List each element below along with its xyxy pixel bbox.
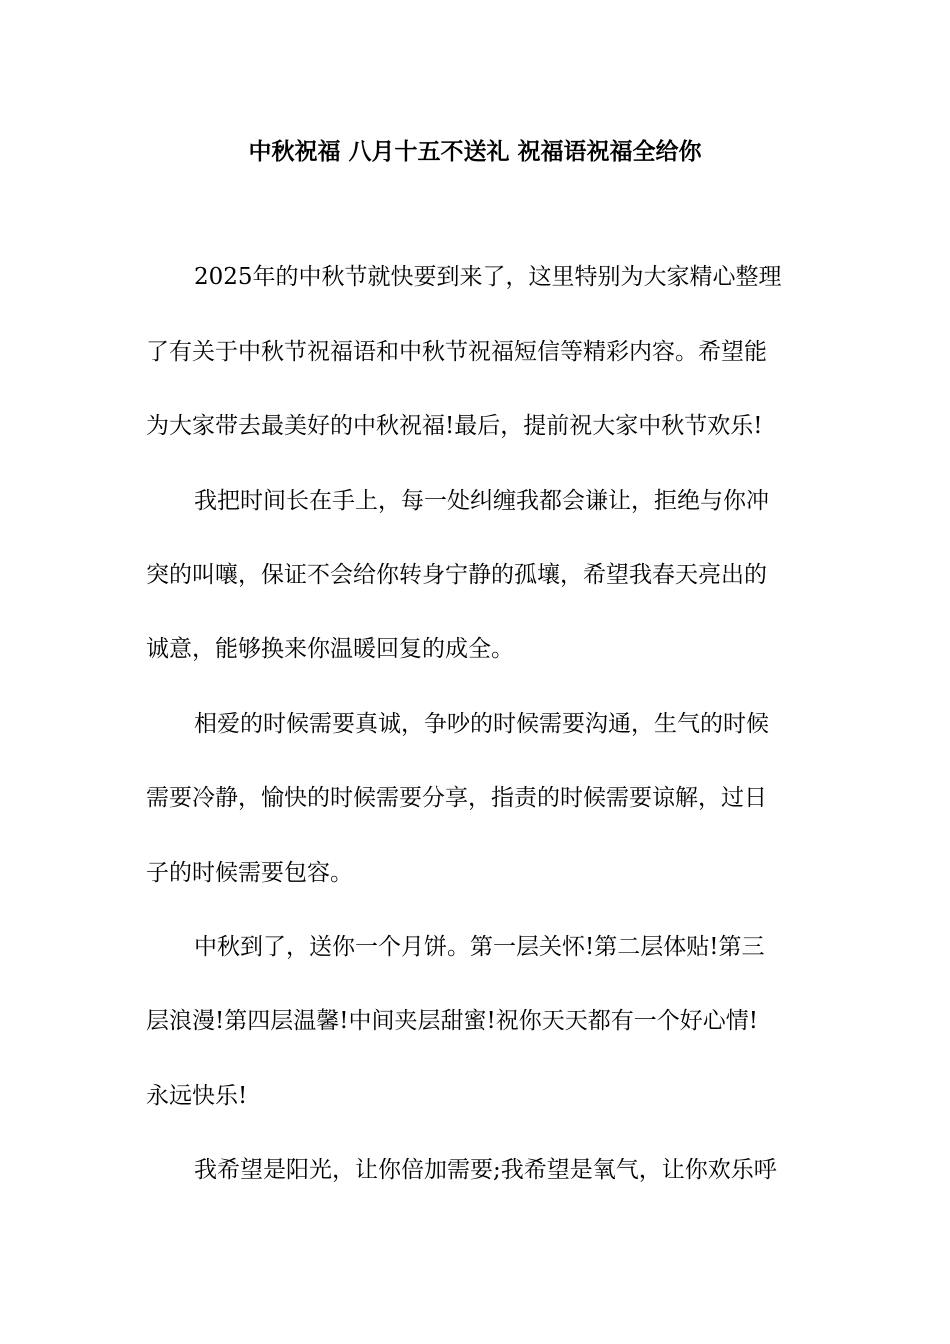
paragraph-3-line-3: 子的时候需要包容。 [146,860,353,886]
paragraph-4-line-2: 层浪漫!第四层温馨!中间夹层甜蜜!祝你天天都有一个好心情! [146,1008,758,1034]
paragraph-2-line-2: 突的叫嚷，保证不会给你转身宁静的孤壤，希望我春天亮出的 [146,562,767,588]
paragraph-3-line-1: 相爱的时候需要真诚，争吵的时候需要沟通，生气的时候 [194,711,769,737]
paragraph-3-line-2: 需要冷静，愉快的时候需要分享，指责的时候需要谅解，过日 [146,785,767,811]
paragraph-2-line-3: 诚意，能够换来你温暖回复的成全。 [146,636,514,662]
paragraph-2-line-1: 我把时间长在手上，每一处纠缠我都会谦让，拒绝与你冲 [194,488,769,514]
paragraph-4-line-1: 中秋到了，送你一个月饼。第一层关怀!第二层体贴!第三 [194,934,765,960]
document-title: 中秋祝福 八月十五不送礼 祝福语祝福全给你 [248,139,702,165]
paragraph-1-line-1: 2025年的中秋节就快要到来了，这里特别为大家精心整理 [194,264,782,290]
paragraph-5-line-1: 我希望是阳光，让你倍加需要;我希望是氧气，让你欢乐呼 [194,1157,777,1183]
paragraph-1-line-3: 为大家带去最美好的中秋祝福!最后，提前祝大家中秋节欢乐! [146,413,763,439]
paragraph-4-line-3: 永远快乐! [146,1083,248,1109]
paragraph-1-line-2: 了有关于中秋节祝福语和中秋节祝福短信等精彩内容。希望能 [146,339,767,365]
